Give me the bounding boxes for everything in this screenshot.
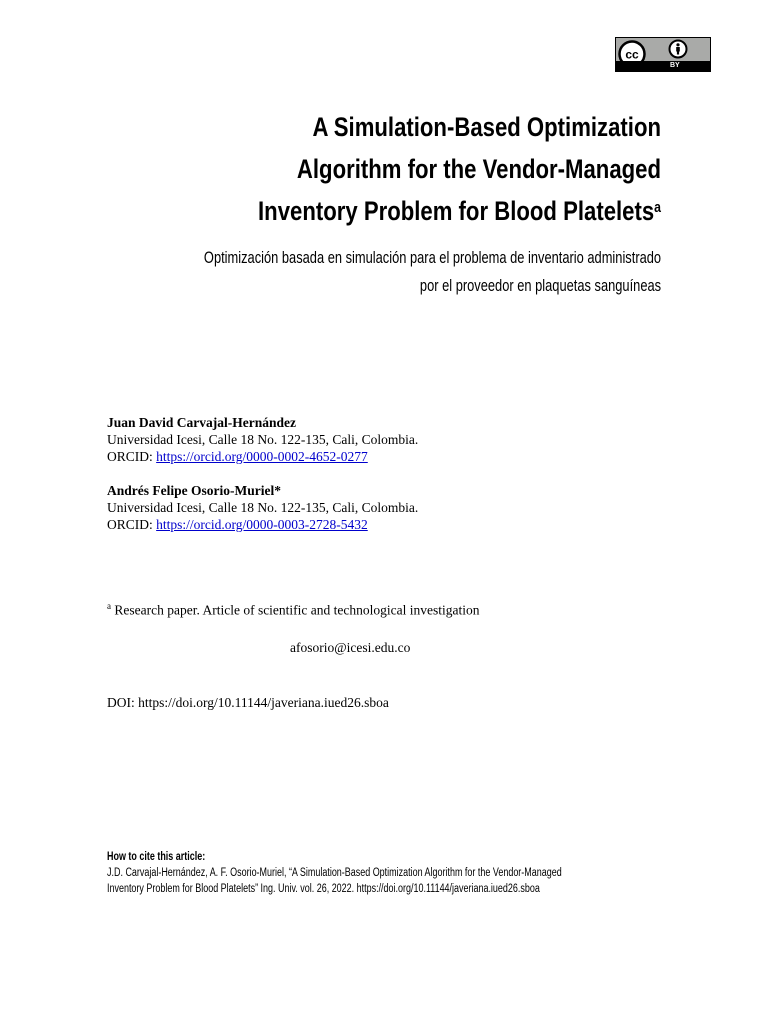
title-footnote-marker: a: [654, 199, 661, 216]
svg-text:cc: cc: [625, 47, 639, 62]
subtitle-line: Optimización basada en simulación para el problema de inventario administrado: [203, 249, 661, 267]
author-affiliation: Universidad Icesi, Calle 18 No. 122-135, Cali, Colombia.: [107, 432, 419, 447]
author-orcid: ORCID: https://orcid.org/0000-0003-2728-5432: [107, 517, 368, 532]
citation-line: J.D. Carvajal-Hernández, A. F. Osorio-Muriel, “A Simulation-Based Optimization Algorithm for the Vendor-Managed: [107, 867, 562, 879]
cc-by-license-badge: [615, 37, 711, 72]
orcid-link[interactable]: https://orcid.org/0000-0003-2728-5432: [156, 517, 368, 532]
research-footnote: [107, 601, 480, 619]
author-block: [107, 482, 418, 533]
title-line: A Simulation-Based Optimization: [312, 112, 661, 142]
citation-block: [107, 849, 653, 897]
attribution-person-icon: [668, 39, 688, 59]
subtitle-line: por el proveedor en plaquetas sanguíneas: [419, 277, 661, 295]
citation-heading: How to cite this article:: [107, 851, 206, 863]
footnote-marker: a: [107, 601, 111, 611]
author-orcid: ORCID: https://orcid.org/0000-0002-4652-0277: [107, 449, 368, 464]
author-name: Andrés Felipe Osorio-Muriel*: [107, 483, 281, 498]
author-block: [107, 414, 418, 465]
citation-line: Inventory Problem for Blood Platelets” Ing. Univ. vol. 26, 2022. https://doi.org/10.11144/javeriana.iued26.sboa: [107, 883, 540, 895]
corresponding-email: afosorio@icesi.edu.co: [290, 640, 411, 655]
license-by-label: BY: [670, 62, 680, 69]
orcid-link[interactable]: https://orcid.org/0000-0002-4652-0277: [156, 449, 368, 464]
title-line: Inventory Problem for Blood Platelets$^a$: [258, 196, 661, 226]
paper-title: [202, 106, 661, 232]
paper-subtitle-spanish: [204, 244, 661, 300]
author-name: Juan David Carvajal-Hernández: [107, 415, 296, 430]
footnote-text: Research paper. Article of scientific and technological investigation: [111, 602, 480, 618]
badge-strip: [616, 61, 710, 71]
title-line: Algorithm for the Vendor-Managed: [296, 154, 661, 184]
author-list: [107, 414, 418, 550]
doi-line: DOI: https://doi.org/10.11144/javeriana.iued26.sboa: [107, 695, 389, 710]
author-affiliation: Universidad Icesi, Calle 18 No. 122-135, Cali, Colombia.: [107, 500, 419, 515]
